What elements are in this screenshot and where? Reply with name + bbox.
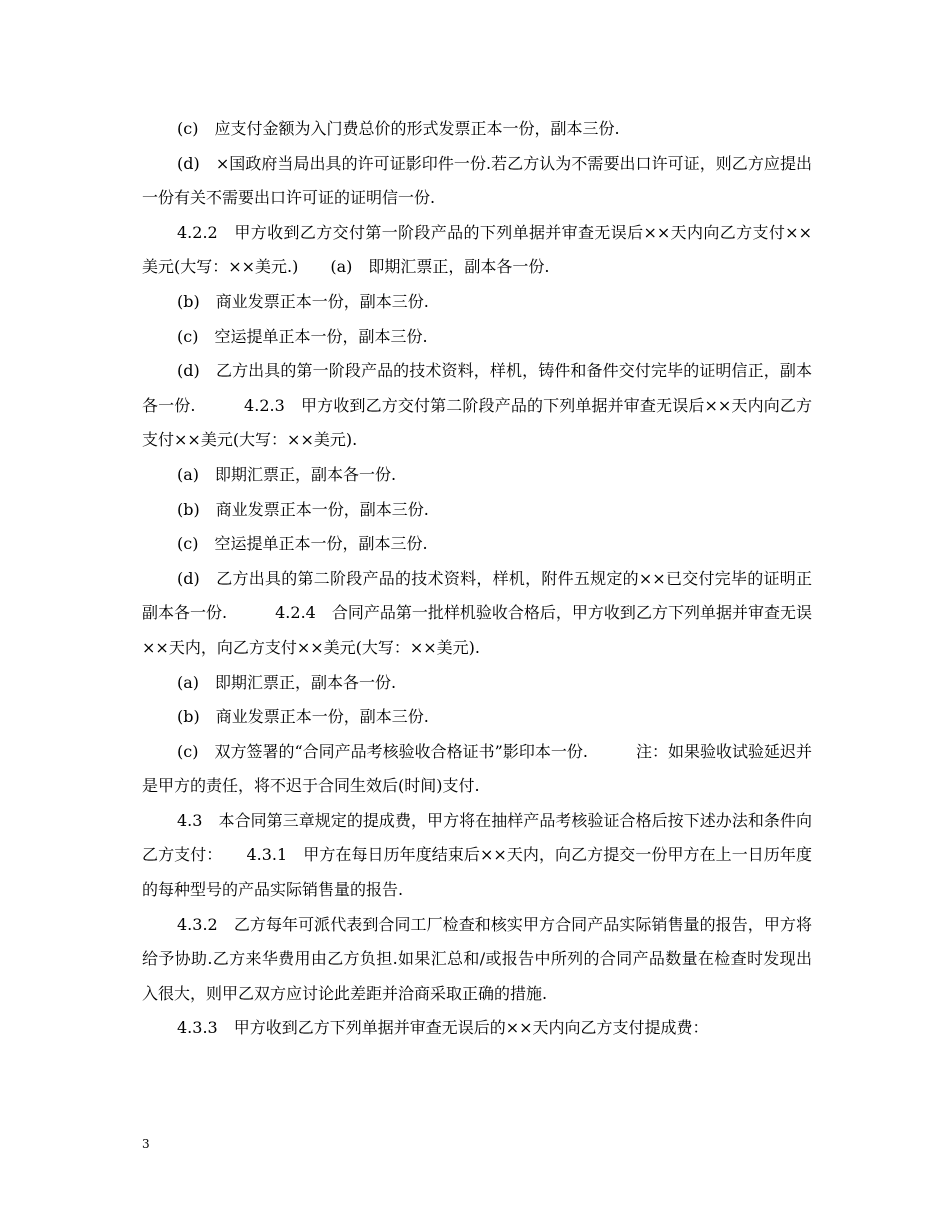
paragraph-4-2-2: 4.2.2 甲方收到乙方交付第一阶段产品的下列单据并审查无误后××天内向乙方支付××美元(大写：××美元.) (a) 即期汇票正，副本各一份.: [142, 222, 812, 277]
paragraph-c-airway-bill-2: (c) 空运提单正本一份，副本三份.: [177, 534, 428, 554]
paragraph-d-4-2-3: (d) 乙方出具的第一阶段产品的技术资料，样机，铸件和备件交付完毕的证明信正，副本各一份. 4.2.3 甲方收到乙方交付第二阶段产品的下列单据并审查无误后××天内向乙方支付××美元(大写：××美元).: [142, 361, 812, 450]
paragraph-a-draft-2: (a) 即期汇票正，副本各一份.: [177, 672, 397, 692]
paragraph-b-commercial-invoice-3: (b) 商业发票正本一份，副本三份.: [177, 707, 429, 727]
paragraph-b-commercial-invoice-2: (b) 商业发票正本一份，副本三份.: [177, 499, 429, 519]
paragraph-c-airway-bill: (c) 空运提单正本一份，副本三份.: [177, 326, 428, 346]
paragraph-a-draft: (a) 即期汇票正，副本各一份.: [177, 464, 397, 484]
paragraph-4-3-2: 4.3.2 乙方每年可派代表到合同工厂检查和核实甲方合同产品实际销售量的报告，甲方将给予协助.乙方来华费用由乙方负担.如果汇总和/或报告中所列的合同产品数量在检查时发现出入很大，则甲乙双方应讨论此差距并洽商采取正确的措施.: [142, 914, 812, 1003]
paragraph-4-3-3: 4.3.3 甲方收到乙方下列单据并审查无误后的××天内向乙方支付提成费：: [177, 1018, 709, 1038]
document-body: [142, 112, 812, 1046]
page-number: 3: [142, 1137, 150, 1151]
paragraph-d-license: (d) ×国政府当局出具的许可证影印件一份.若乙方认为不需要出口许可证，则乙方应提出一份有关不需要出口许可证的证明信一份.: [142, 153, 812, 208]
paragraph-4-3-and-4-3-1: 4.3 本合同第三章规定的提成费，甲方将在抽样产品考核验证合格后按下述办法和条件向乙方支付： 4.3.1 甲方在每日历年度结束后××天内，向乙方提交一份甲方在上一日历年度的每种型号的产品实际销售量的报告.: [142, 810, 812, 900]
paragraph-c-invoice: (c) 应支付金额为入门费总价的形式发票正本一份，副本三份.: [177, 119, 620, 138]
paragraph-c-certificate-note: (c) 双方签署的“合同产品考核验收合格证书”影印本一份. 注：如果验收试验延迟并是甲方的责任，将不迟于合同生效后(时间)支付.: [142, 741, 812, 796]
paragraph-d-4-2-4: (d) 乙方出具的第二阶段产品的技术资料，样机，附件五规定的××已交付完毕的证明正副本各一份. 4.2.4 合同产品第一批样机验收合格后，甲方收到乙方下列单据并审查无误××天内，向乙方支付××美元(大写：××美元).: [142, 568, 812, 657]
paragraph-b-commercial-invoice: (b) 商业发票正本一份，副本三份.: [177, 291, 429, 311]
